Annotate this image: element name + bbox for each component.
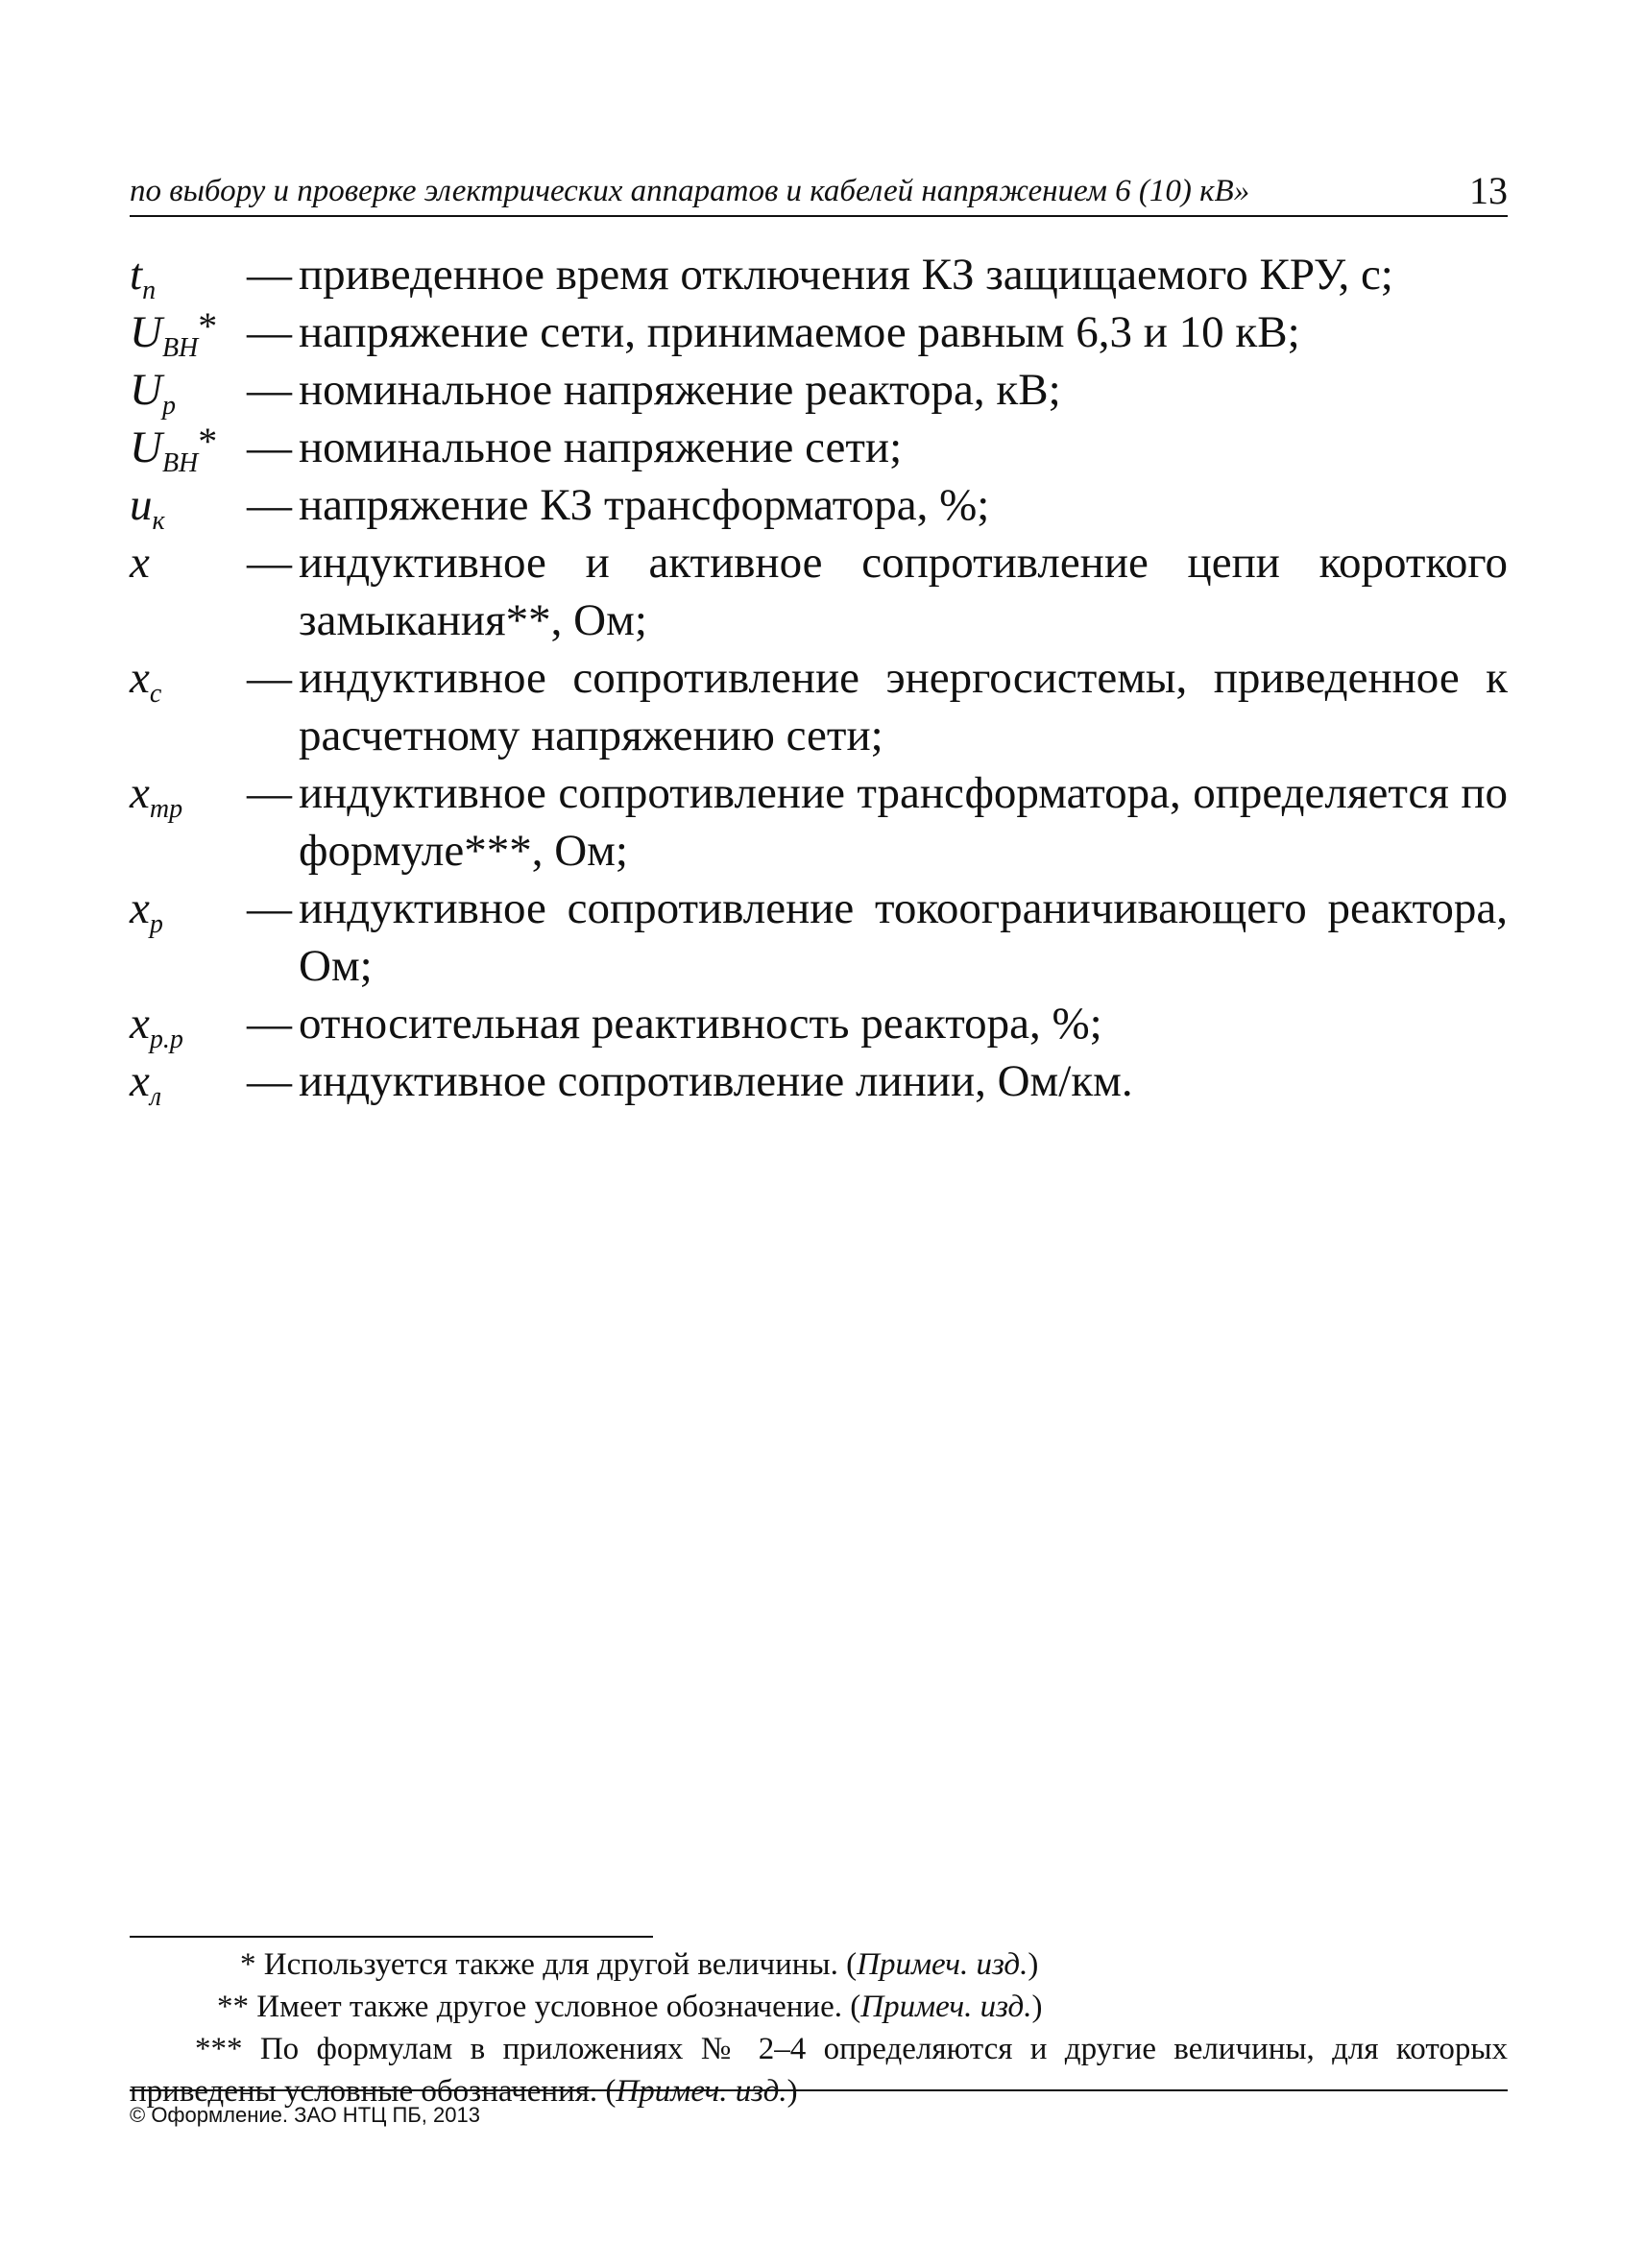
definition-row — [130, 361, 1508, 419]
definition-symbol: $x_{р.р}$ — [130, 999, 183, 1054]
definition-dash: — — [247, 480, 292, 530]
definition-symbol: $t_п$ — [130, 250, 157, 305]
definition-row — [130, 764, 1508, 880]
definition-text: индуктивное сопротивление трансформатора, определяется по формуле***, Ом; — [299, 768, 1508, 876]
definition-text: напряжение КЗ трансформатора, %; — [299, 480, 990, 530]
running-header-title: по выбору и проверке электрических аппаратов и кабелей напряжением 6 (10) кВ» — [130, 174, 1250, 208]
definition-row — [130, 476, 1508, 534]
footnote: * Используется также для другой величины. (Примеч. изд.) — [240, 1947, 1039, 1982]
definition-row — [130, 880, 1508, 995]
footer-rule — [130, 2089, 1508, 2091]
definition-text: напряжение сети, принимаемое равным 6,3 и 10 кВ; — [299, 307, 1300, 357]
definition-text: номинальное напряжение реактора, кВ; — [299, 365, 1061, 415]
definition-dash: — — [247, 768, 292, 818]
definition-symbol: $U_{ВН}*$ — [130, 420, 218, 478]
definition-row — [130, 1052, 1508, 1110]
definition-symbol: $x_р$ — [130, 883, 163, 939]
definition-text: индуктивное сопротивление энергосистемы, приведенное к расчетному напряжению сети; — [299, 653, 1508, 760]
definition-dash: — — [247, 538, 292, 588]
definition-symbol: $x_с$ — [130, 653, 162, 709]
page-number: 13 — [1469, 169, 1508, 212]
footnote: *** По формулам в приложениях № 2–4 определяются и другие величины, для которых приведены условные обозначения. (Примеч. изд.) — [130, 2032, 1508, 2109]
definition-dash: — — [247, 307, 292, 357]
definition-text: индуктивное сопротивление линии, Ом/км. — [299, 1056, 1133, 1106]
definition-symbol: $u_к$ — [130, 480, 165, 536]
definition-symbol: $U_{ВН}*$ — [130, 304, 218, 363]
definition-symbol: x — [130, 538, 150, 588]
running-header — [130, 161, 1508, 217]
definition-dash: — — [247, 422, 292, 472]
footnote: ** Имеет также другое условное обозначение. (Примеч. изд.) — [217, 1990, 1043, 2024]
definition-text: номинальное напряжение сети; — [299, 422, 903, 472]
definition-dash: — — [247, 1056, 292, 1106]
definition-row — [130, 246, 1508, 303]
footnote-separator — [130, 1936, 653, 1938]
copyright-notice: © Оформление. ЗАО НТЦ ПБ, 2013 — [130, 2103, 480, 2127]
definition-row — [130, 534, 1508, 649]
definition-symbol: $x_{тр}$ — [130, 768, 183, 824]
definition-dash: — — [247, 250, 292, 300]
definition-symbol: $x_л$ — [130, 1056, 162, 1112]
definition-text: приведенное время отключения КЗ защищаемого КРУ, с; — [299, 250, 1393, 300]
definition-text: индуктивное сопротивление токоограничивающего реактора, Ом; — [299, 883, 1508, 991]
definition-row — [130, 649, 1508, 764]
definition-dash: — — [247, 365, 292, 415]
definition-dash: — — [247, 883, 292, 933]
definition-dash: — — [247, 999, 292, 1049]
definition-text: индуктивное и активное сопротивление цепи короткого замыкания**, Ом; — [299, 538, 1508, 645]
symbol-definitions-list — [130, 246, 1508, 1110]
definition-symbol: $U_р$ — [130, 365, 176, 421]
definition-row — [130, 995, 1508, 1052]
definition-dash: — — [247, 653, 292, 703]
definition-text: относительная реактивность реактора, %; — [299, 999, 1102, 1049]
footnotes — [130, 1943, 1508, 2112]
definition-row — [130, 419, 1508, 476]
definition-row — [130, 303, 1508, 361]
